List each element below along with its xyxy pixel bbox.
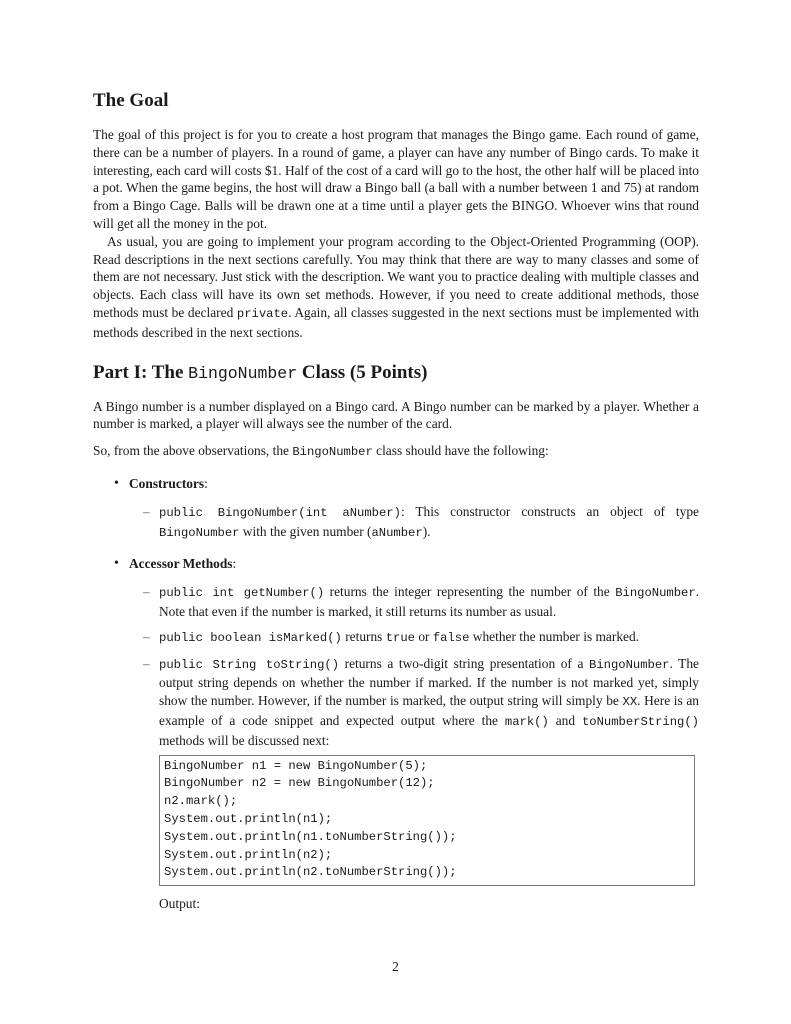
tostring-desc-code: BingoNumber: [589, 657, 670, 672]
ismarked-desc-2: or: [415, 628, 433, 644]
part1-title-code: BingoNumber: [188, 363, 298, 383]
code-line: System.out.println(n1);: [164, 811, 333, 826]
accessors-colon: :: [232, 556, 237, 572]
tostring-desc-4: and: [548, 712, 582, 728]
tostring-desc-5: methods will be discussed next:: [159, 732, 330, 748]
part1-intro-paragraph: A Bingo number is a number displayed on a Bingo card. A Bingo number can be marked by a player. Whether a number is marked, a player will always see the number of the card.: [93, 398, 699, 432]
getnumber-signature: public int getNumber(): [159, 586, 325, 601]
ismarked-signature: public boolean isMarked(): [159, 630, 342, 645]
ismarked-true-code: true: [385, 630, 415, 645]
tostring-tns-code: toNumberString(): [581, 714, 699, 729]
output-label: Output:: [159, 896, 200, 912]
tostring-xx-code: XX: [622, 695, 638, 710]
tostring-desc-2: . The output string depends on whether the number if marked. If the number is not marked yet, simply show the number. However, if the number is marked, the output string will simply be: [159, 655, 699, 709]
so-text: So, from the above observations, the: [93, 443, 293, 459]
goal-p2-text: As usual, you are going to implement your program according to the Object-Oriented Programming (OOP). Read descriptions in the next sections carefully. You may think that there are way to many classes and some of them are not necessary. Just stick with the description. We want you to practice dealing with multiple classes and objects. Each class will have its own set methods. However, if you need to create additional methods, those methods must be declared: [93, 233, 699, 320]
tostring-mark-code: mark(): [504, 714, 549, 729]
part1-so-paragraph: [93, 442, 699, 462]
ismarked-desc-3: whether the number is marked.: [469, 628, 639, 644]
tostring-signature: public String toString(): [159, 657, 340, 672]
accessors-sublist: [129, 583, 699, 749]
goal-p2-text-end: . Again, all classes suggested in the next sections must be implemented with methods described in the next sections.: [93, 304, 699, 340]
tostring-desc-3: . Here is an example of a code snippet and expected output where the: [159, 693, 699, 728]
constructor-desc-1: : This constructor constructs an object of type: [400, 503, 699, 519]
constructor-desc-2: with the given number (: [239, 523, 372, 539]
part1-title-prefix: Part I: The: [93, 361, 189, 383]
tostring-desc-1: returns a two-digit string presentation of a: [339, 655, 590, 671]
code-line: BingoNumber n2 = new BingoNumber(12);: [164, 776, 435, 791]
code-line: System.out.println(n1.toNumberString());: [164, 829, 457, 844]
goal-paragraph-2: [93, 233, 699, 342]
constructor-item: [129, 503, 699, 543]
goal-p2-code-private: private: [236, 306, 289, 321]
code-line: BingoNumber n1 = new BingoNumber(5);: [164, 758, 428, 773]
accessor-getnumber: [129, 583, 699, 621]
page-number: 2: [392, 959, 399, 974]
part1-title-suffix: Class (5 Points): [297, 361, 428, 383]
getnumber-desc-1: returns the integer representing the number of the: [324, 584, 616, 600]
document-page: [93, 88, 699, 912]
ismarked-false-code: false: [432, 630, 470, 645]
code-snippet-box: [159, 755, 695, 887]
getnumber-desc-2: . Note that even if the number is marked, it still returns its number as usual.: [159, 584, 699, 619]
constructors-label: Constructors: [129, 475, 205, 491]
constructor-param-code: aNumber: [371, 525, 423, 540]
code-line: System.out.println(n2.toNumberString());: [164, 865, 457, 880]
accessors-label: Accessor Methods: [129, 556, 233, 572]
so-text-end: class should have the following:: [372, 443, 549, 459]
goal-paragraph-1: The goal of this project is for you to create a host program that manages the Bingo game. Each round of game, there can be a number of players. In a round of game, a player can have any number of Bingo cards. To make it interesting, each card will costs $1. Half of the cost of a card will go to the host, the other half will be placed into a pot. When the game begins, the host will draw a Bingo ball (a ball with a number between 1 and 75) at random from a Bingo Cage. Balls will be drawn one at a time until a player gets the BINGO. Whoever wins that round will get all the money in the pot.: [93, 127, 699, 231]
constructor-signature: public BingoNumber(int aNumber): [159, 505, 401, 520]
ismarked-desc-1: returns: [341, 628, 386, 644]
constructor-desc-3: ).: [422, 523, 431, 539]
constructor-desc-code: BingoNumber: [159, 525, 240, 540]
getnumber-desc-code: BingoNumber: [615, 586, 696, 601]
code-line: System.out.println(n2);: [164, 847, 333, 862]
constructors-bullet: [93, 475, 699, 542]
constructors-sublist: [129, 503, 699, 543]
accessors-bullet: [93, 555, 699, 749]
code-line: n2.mark();: [164, 794, 238, 809]
section-title-part1: [93, 362, 699, 384]
accessor-ismarked: [129, 628, 699, 648]
section-title-goal: The Goal: [93, 90, 169, 111]
accessor-tostring: [129, 655, 699, 750]
so-code: BingoNumber: [292, 445, 373, 460]
requirements-list: [93, 475, 699, 750]
constructors-colon: :: [204, 475, 208, 491]
